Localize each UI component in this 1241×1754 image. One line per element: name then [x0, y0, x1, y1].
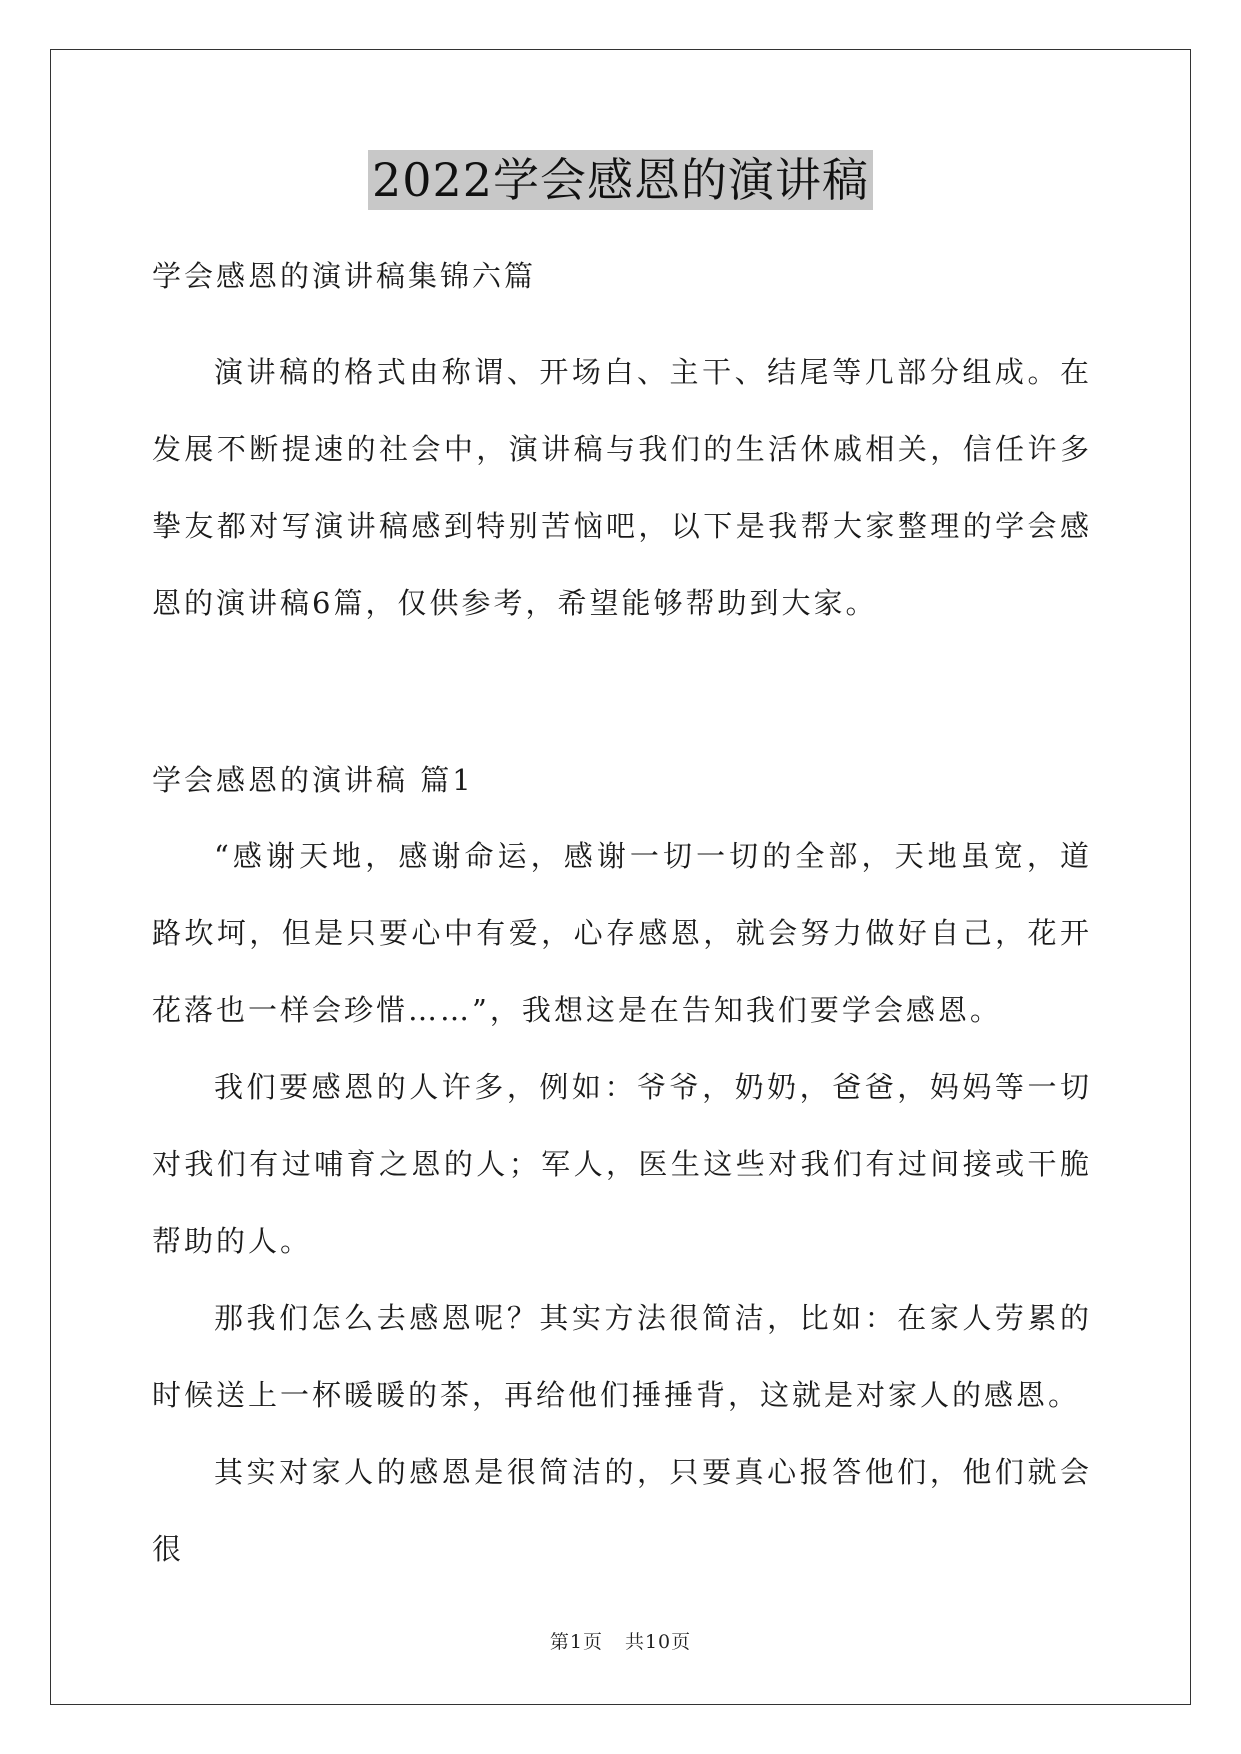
document-title: 2022学会感恩的演讲稿 [368, 150, 873, 210]
document-subtitle: 学会感恩的演讲稿集锦六篇 [152, 259, 537, 293]
body-paragraph: “感谢天地，感谢命运，感谢一切一切的全部，天地虽宽，道路坎坷，但是只要心中有爱，心存感恩，就会努力做好自己，花开花落也一样会珍惜……”，我想这是在告知我们要学会感恩。 [152, 839, 1092, 1027]
title-container [0, 150, 1241, 210]
body-paragraph: 我们要感恩的人许多，例如：爷爷，奶奶，爸爸，妈妈等一切对我们有过哺育之恩的人；军人，医生这些对我们有过间接或干脆帮助的人。 [152, 1070, 1092, 1258]
page-footer [0, 1627, 1241, 1654]
section-heading: 学会感恩的演讲稿 篇1 [152, 763, 474, 797]
body-paragraph: 其实对家人的感恩是很简洁的，只要真心报答他们，他们就会很 [152, 1455, 1092, 1566]
page-total: 共10页 [624, 1631, 692, 1653]
page-number: 第1页 [549, 1631, 603, 1653]
section-body [152, 818, 1092, 1588]
intro-paragraph: 演讲稿的格式由称谓、开场白、主干、结尾等几部分组成。在发展不断提速的社会中，演讲稿与我们的生活休戚相关，信任许多挚友都对写演讲稿感到特别苦恼吧，以下是我帮大家整理的学会感恩的演讲稿6篇，仅供参考，希望能够帮助到大家。 [152, 355, 1092, 620]
body-paragraph: 那我们怎么去感恩呢？其实方法很简洁，比如：在家人劳累的时候送上一杯暖暖的茶，再给他们捶捶背，这就是对家人的感恩。 [152, 1301, 1092, 1412]
